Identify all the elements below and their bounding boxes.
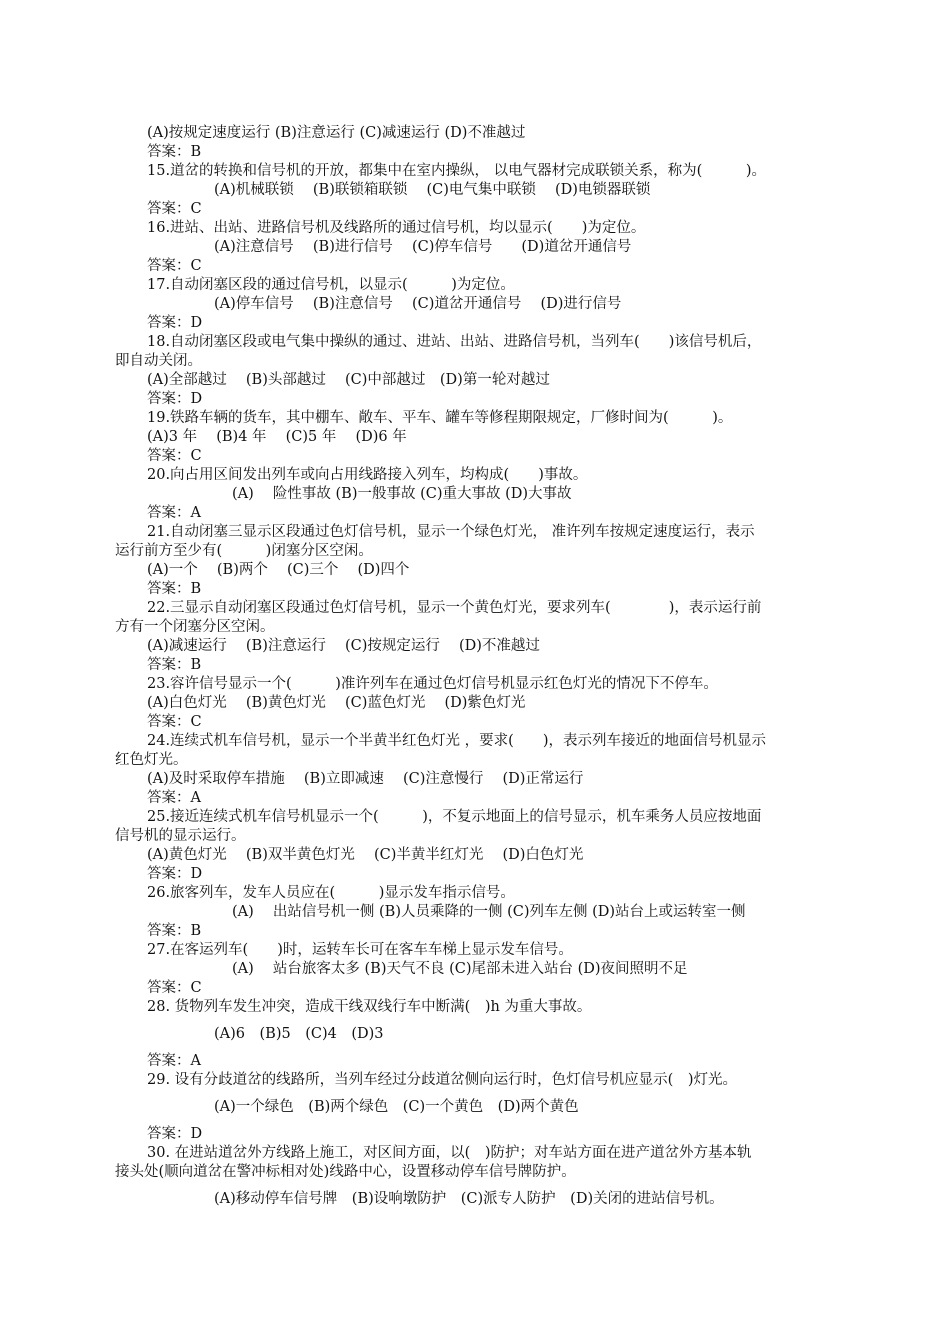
question-22-answer: 答案：B [147,657,202,673]
question-27-answer: 答案：C [147,980,202,996]
question-23-answer: 答案：C [147,714,202,730]
question-21-text: 21.自动闭塞三显示区段通过色灯信号机，显示一个绿色灯光， 准许列车按规定速度运行，表示 [147,524,755,540]
question-15-text: 15.道岔的转换和信号机的开放，都集中在室内操纵， 以电气器材完成联锁关系，称为( )。 [147,163,766,179]
question-25-answer: 答案：D [147,866,203,882]
question-28-answer: 答案：A [147,1053,201,1069]
question-26-options: (A) 出站信号机一侧 (B)人员乘降的一侧 (C)列车左侧 (D)站台上或运转室一侧 [232,904,746,920]
question-24-answer: 答案：A [147,790,201,806]
question-24-text: 24.连续式机车信号机，显示一个半黄半红色灯光 ，要求( )，表示列车接近的地面信号机显示 [147,733,766,749]
question-29-text: 29. 设有分歧道岔的线路所，当列车经过分歧道岔侧向运行时，色灯信号机应显示( )灯光。 [147,1072,737,1088]
question-19-options: (A)3 年 (B)4 年 (C)5 年 (D)6 年 [147,429,407,445]
document-body [0,124,950,1209]
question-28-text: 28. 货物列车发生冲突，造成干线双线行车中断满( )h 为重大事故。 [147,999,592,1015]
question-22-text-cont: 方有一个闭塞分区空闲。 [115,619,275,635]
question-17-options: (A)停车信号 (B)注意信号 (C)道岔开通信号 (D)进行信号 [214,296,622,312]
question-27-text: 27.在客运列车( )时，运转车长可在客车车梯上显示发车信号。 [147,942,573,958]
question-24-text-cont: 红色灯光。 [115,752,188,768]
question-25-options: (A)黄色灯光 (B)双半黄色灯光 (C)半黄半红灯光 (D)白色灯光 [147,847,584,863]
question-21-answer: 答案：B [147,581,202,597]
question-14-options: (A)按规定速度运行 (B)注意运行 (C)减速运行 (D)不准越过 [147,125,526,141]
question-18-options: (A)全部越过 (B)头部越过 (C)中部越过 (D)第一轮对越过 [147,372,550,388]
question-18-text: 18.自动闭塞区段或电气集中操纵的通过、进站、出站、进路信号机，当列车( )该信号机后， [147,334,762,350]
question-21-text-cont: 运行前方至少有( )闭塞分区空闲。 [115,543,373,559]
question-23-text: 23.容许信号显示一个( )准许列车在通过色灯信号机显示红色灯光的情况下不停车。 [147,676,718,692]
question-28-options: (A)6 (B)5 (C)4 (D)3 [214,1026,384,1042]
question-18-answer: 答案：D [147,391,203,407]
question-30-options: (A)移动停车信号牌 (B)设响墩防护 (C)派专人防护 (D)关闭的进站信号机。 [214,1191,724,1207]
question-26-answer: 答案：B [147,923,202,939]
question-14-answer: 答案：B [147,144,202,160]
question-24-options: (A)及时采取停车措施 (B)立即减速 (C)注意慢行 (D)正常运行 [147,771,584,787]
question-30-text: 30. 在进站道岔外方线路上施工，对区间方面，以( )防护；对车站方面在进产道岔外方基本轨 [147,1145,752,1161]
question-27-options: (A) 站台旅客太多 (B)天气不良 (C)尾部未进入站台 (D)夜间照明不足 [232,961,688,977]
question-23-options: (A)白色灯光 (B)黄色灯光 (C)蓝色灯光 (D)紫色灯光 [147,695,526,711]
question-25-text-cont: 信号机的显示运行。 [115,828,246,844]
question-17-text: 17.自动闭塞区段的通过信号机，以显示( )为定位。 [147,277,515,293]
question-16-text: 16.进站、出站、进路信号机及线路所的通过信号机，均以显示( )为定位。 [147,220,646,236]
question-22-options: (A)减速运行 (B)注意运行 (C)按规定运行 (D)不准越过 [147,638,540,654]
question-15-options: (A)机械联锁 (B)联锁箱联锁 (C)电气集中联锁 (D)电锁器联锁 [214,182,651,198]
question-20-text: 20.向占用区间发出列车或向占用线路接入列车，均构成( )事故。 [147,467,588,483]
question-21-options: (A)一个 (B)两个 (C)三个 (D)四个 [147,562,410,578]
question-22-text: 22.三显示自动闭塞区段通过色灯信号机，显示一个黄色灯光，要求列车( )，表示运行前 [147,600,762,616]
question-26-text: 26.旅客列车，发车人员应在( )显示发车指示信号。 [147,885,515,901]
question-16-options: (A)注意信号 (B)进行信号 (C)停车信号 (D)道岔开通信号 [214,239,632,255]
question-17-answer: 答案：D [147,315,203,331]
question-18-text-cont: 即自动关闭。 [115,353,202,369]
question-20-answer: 答案：A [147,505,201,521]
question-15-answer: 答案：C [147,201,202,217]
question-29-answer: 答案：D [147,1126,203,1142]
question-30-text-cont: 接头处(顺向道岔在警冲标相对处)线路中心，设置移动停车信号牌防护。 [115,1164,576,1180]
question-29-options: (A)一个绿色 (B)两个绿色 (C)一个黄色 (D)两个黄色 [214,1099,579,1115]
question-25-text: 25.接近连续式机车信号机显示一个( )，不复示地面上的信号显示，机车乘务人员应按地面 [147,809,762,825]
question-16-answer: 答案：C [147,258,202,274]
question-19-text: 19.铁路车辆的货车，其中棚车、敞车、平车、罐车等修程期限规定，厂修时间为( )。 [147,410,733,426]
question-19-answer: 答案：C [147,448,202,464]
question-20-options: (A) 险性事故 (B)一般事故 (C)重大事故 (D)大事故 [232,486,572,502]
